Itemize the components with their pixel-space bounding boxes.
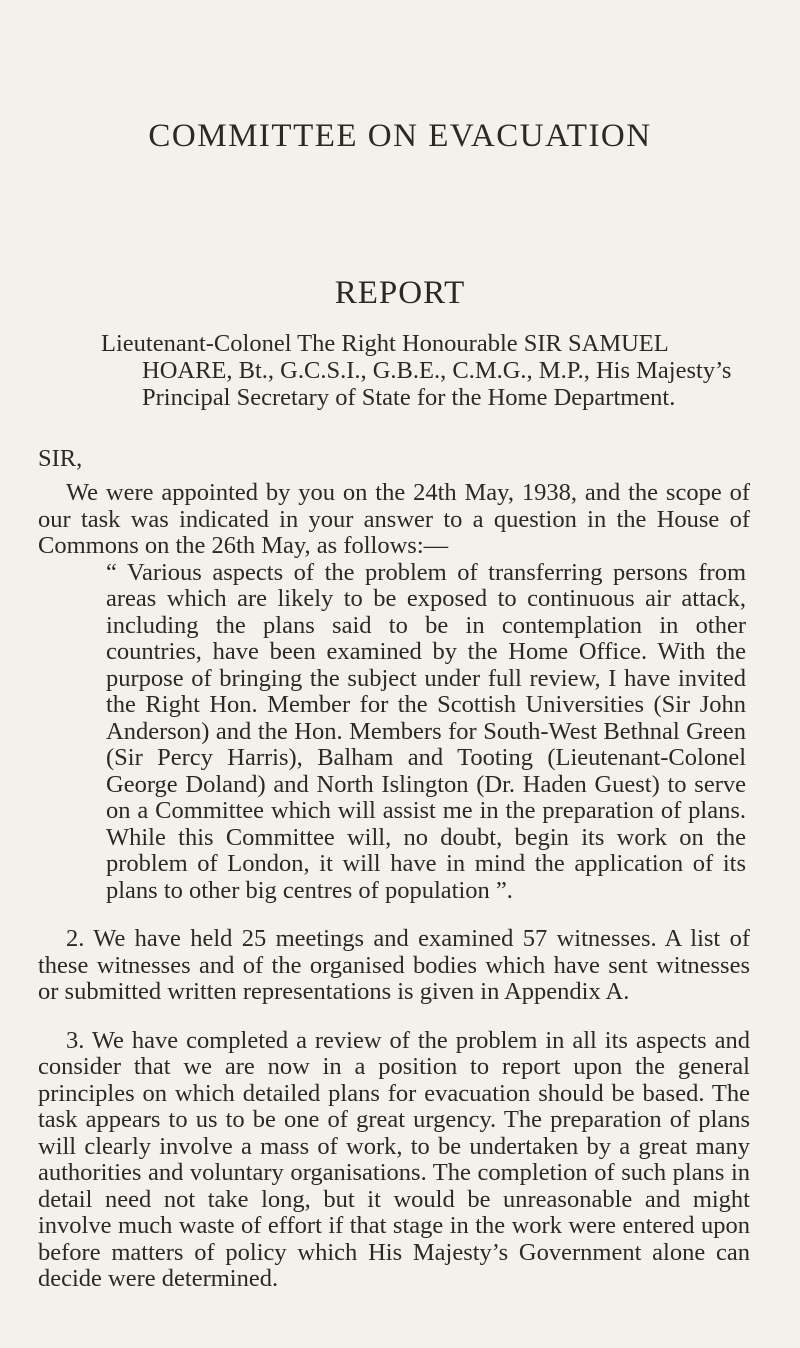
- salutation: SIR,: [38, 445, 83, 472]
- committee-title: COMMITTEE ON EVACUATION: [148, 118, 652, 154]
- address-recipient: Lieutenant-Colonel The Right Honourable SIR SAMUEL HOARE, Bt., G.C.S.I., G.B.E., C.M.G., M.P., His Majesty’s Principal Secretary of State for the Home Department.: [101, 330, 732, 411]
- report-body: [38, 480, 750, 1293]
- paragraph-3: 3. We have completed a review of the problem in all its aspects and consider that we are now in a position to report upon the general principles on which detailed plans for evacuation should be based. The task appears to us to be one of great urgency. The preparation of plans will clearly involve a mass of work, to be undertaken by a great many authorities and voluntary organisations. The completion of such plans in detail need not take long, but it would be unreasonable and might involve much waste of effort if that stage in the work were entered upon before matters of policy which His Majesty’s Government alone can decide were determined.: [38, 1026, 750, 1292]
- paragraph-intro: We were appointed by you on the 24th May, 1938, and the scope of our task was indicated in your answer to a question in the House of Commons on the 26th May, as follows:—: [38, 479, 750, 559]
- paragraph-2: 2. We have held 25 meetings and examined 57 witnesses. A list of these witnesses and of the organised bodies which have sent witnesses or submitted written representations is given in Appendix A.: [38, 925, 750, 1005]
- address-block: [38, 330, 748, 411]
- address-prefix: [38, 330, 101, 357]
- address-text: [38, 330, 748, 411]
- quoted-answer: “ Various aspects of the problem of transferring persons from areas which are likely to be exposed to continuous air attack, including the plans said to be in contemplation in other countries, have been examined by the Home Office. With the purpose of bringing the subject under full review, I have invited the Right Hon. Member for the Scottish Universities (Sir John Anderson) and the Hon. Members for South-West Bethnal Green (Sir Percy Harris), Balham and Tooting (Lieutenant-Colonel George Doland) and North Islington (Dr. Haden Guest) to serve on a Committee which will assist me in the preparation of plans. While this Committee will, no doubt, begin its work on the problem of London, it will have in mind the application of its plans to other big centres of population ”.: [106, 558, 746, 904]
- report-heading: REPORT: [334, 275, 466, 311]
